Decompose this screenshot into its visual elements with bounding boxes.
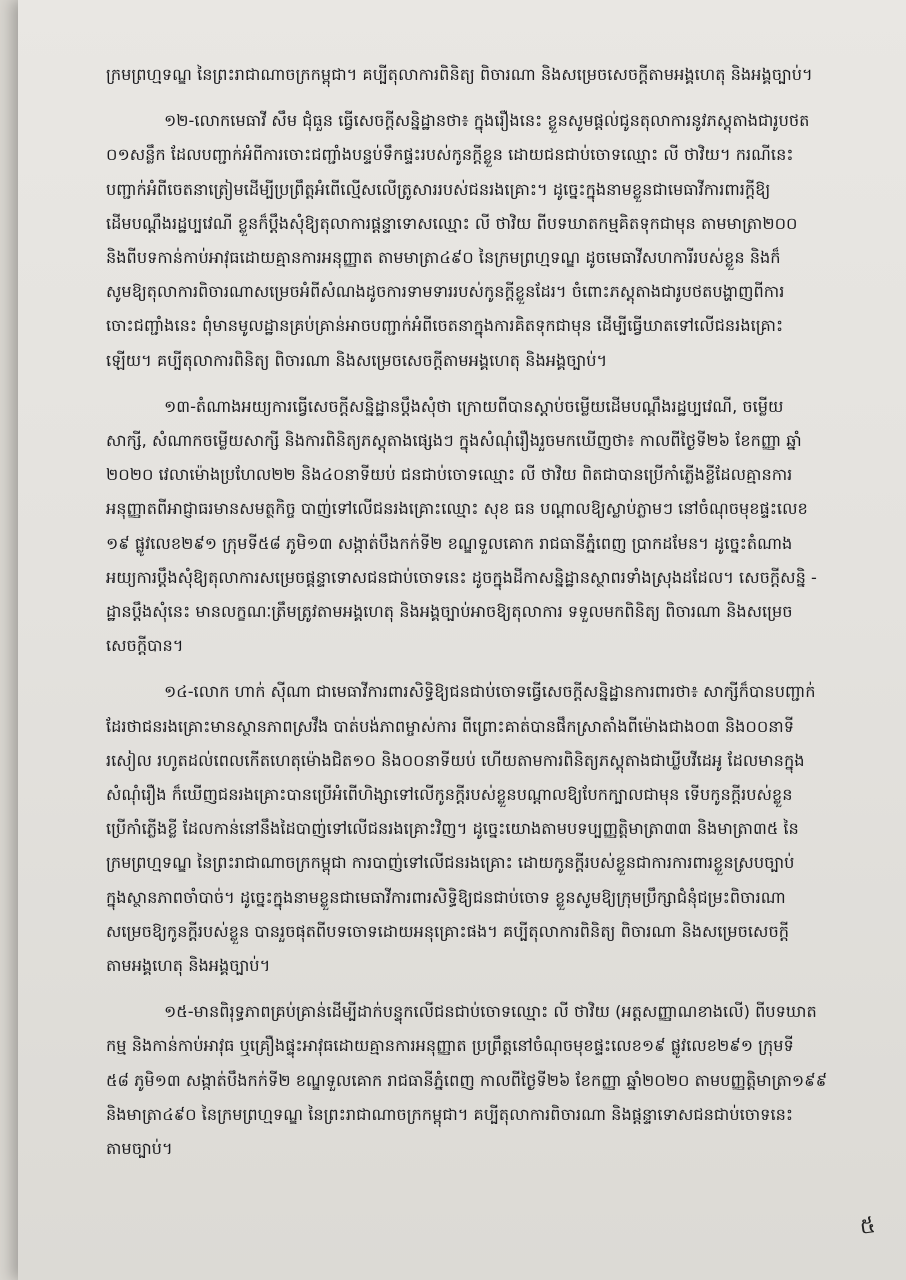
document-page xyxy=(18,0,906,1280)
text-line: ដើមបណ្តឹងរដ្ឋប្បវេណី ខ្លួនក៏ប្តឹងសុំឱ្យតុលាការផ្តន្ទាទោសឈ្មោះ លី ថាវិយ ពីបទឃាតកម្មគិតទុកជាមុន តាមមាត្រា២០០ xyxy=(106,213,798,233)
text-line: ០១សន្លឹក ដែលបញ្ជាក់អំពីការចោះជញ្ជាំងបន្ទប់ទឹកផ្ទះរបស់កូនក្តីខ្លួន ដោយជនជាប់ចោទឈ្មោះ លី ថាវិយ។ ករណីនេះ xyxy=(106,145,794,165)
text-line: រសៀល រហូតដល់ពេលកើតហេតុម៉ោងជិត១០ និង០០នាទីយប់ ហើយតាមការពិនិត្យភស្តុតាងជាឃ្លីបវីដេអូ ដែលមានក្នុង xyxy=(106,750,805,770)
text-line: ៥៨ ភូមិ១៣ សង្កាត់បឹងកក់ទី២ ខណ្ឌទួលគោក រាជធានីភ្នំពេញ កាលពីថ្ងៃទី២៦ ខែកញ្ញា ឆ្នាំ២០២០ តាមបញ្ញត្តិមាត្រា១៩៩ xyxy=(106,1070,828,1090)
text-line: ១២-លោកមេធាវី សឹម ជុំធួន ធ្វើសេចក្តីសន្និដ្ឋានថា៖ ក្នុងរឿងនេះ ខ្លួនសូមផ្តល់ជូនតុលាការនូវភស្តុតាងជារូបថត xyxy=(164,111,810,131)
text-line: ប្រើកាំភ្លើងខ្លី ដែលកាន់នៅនឹងដៃបាញ់ទៅលើជនរងគ្រោះវិញ។ ដូច្នេះយោងតាមបទប្បញ្ញត្តិមាត្រា៣៣ និងមាត្រា៣៥ នៃ xyxy=(106,819,799,839)
text-line: ដែរថាជនរងគ្រោះមានស្ថានភាពស្រវឹង បាត់បង់ភាពម្ចាស់ការ ពីព្រោះគាត់បានផឹកស្រាតាំងពីម៉ោងជាង០៣ និង០០នាទី xyxy=(106,716,794,736)
text-line: សូមឱ្យតុលាការពិចារណាសម្រេចអំពីសំណងដូចការទាមទាររបស់កូនក្តីខ្លួនដែរ។ ចំពោះភស្តុតាងជារូបថតបង្ហាញពីការ xyxy=(106,282,785,302)
text-line: ១៥-មានពិរុទ្ធភាពគ្រប់គ្រាន់ដើម្បីដាក់បន្ទុកលើជនជាប់ចោទឈ្មោះ លី ថាវិយ (អត្តសញ្ញាណខាងលើ) ពីបទឃាត xyxy=(164,1002,817,1022)
text-line: និងមាត្រា៤៩០ នៃក្រមព្រហ្មទណ្ឌ នៃព្រះរាជាណាចក្រកម្ពុជា។ គប្បីតុលាការពិចារណា និងផ្តន្ទាទោសជនជាប់ចោទនេះ xyxy=(106,1104,793,1124)
text-line: ២០២០ វេលាម៉ោងប្រហែល២២ និង៤០នាទីយប់ ជនជាប់ចោទឈ្មោះ លី ថាវិយ ពិតជាបានប្រើកាំភ្លើងខ្លីដែលគ្មានការ xyxy=(106,465,793,485)
text-line: ១៤-លោក ហាក់ ស៊ីណា ជាមេធាវីការពារសិទ្ធិឱ្យជនជាប់ចោទធ្វើសេចក្តីសន្និដ្ឋានការពារថា៖ សាក្សីក៏បានបញ្ជាក់ xyxy=(164,682,816,702)
text-line: ចោះជញ្ជាំងនេះ ពុំមានមូលដ្ឋានគ្រប់គ្រាន់អាចបញ្ជាក់អំពីចេតនាក្នុងការគិតទុកជាមុន ដើម្បីធ្វើឃាតទៅលើជនរងគ្រោះ xyxy=(106,316,784,336)
text-line: សេចក្តីបាន។ xyxy=(106,636,184,656)
paragraph-p13 xyxy=(106,390,884,664)
text-line: ១៣-តំណាងអយ្យការធ្វើសេចក្តីសន្និដ្ឋានប្តឹងសុំថា ក្រោយពីបានស្តាប់ចម្លើយដើមបណ្តឹងរដ្ឋប្បវេណី, ចម្លើយ xyxy=(164,396,784,416)
text-line: ក្រមព្រហ្មទណ្ឌ នៃព្រះរាជាណាចក្រកម្ពុជា។ គប្បីតុលាការពិនិត្យ ពិចារណា និងសម្រេចសេចក្តីតាមអង្គហេតុ និងអង្គច្បាប់។ xyxy=(106,65,813,84)
text-line: សំណុំរឿង ក៏ឃើញជនរងគ្រោះបានប្រើអំពើហិង្សាទៅលើកូនក្តីរបស់ខ្លួនបណ្តាលឱ្យបែកក្បាលជាមុន ទើបកូនក្តីរបស់ខ្លួន xyxy=(106,785,793,805)
text-line: បញ្ជាក់អំពីចេតនាត្រៀមដើម្បីប្រព្រឹត្តអំពើល្មើសលើត្រូសាររបស់ជនរងគ្រោះ។ ដូច្នេះក្នុងនាមខ្លួនជាមេធាវីការពារក្តីឱ្យ xyxy=(106,179,771,199)
paragraph-p12 xyxy=(106,104,884,378)
text-line: ឡើយ។ គប្បីតុលាការពិនិត្យ ពិចារណា និងសម្រេចសេចក្តីតាមអង្គហេតុ និងអង្គច្បាប់។ xyxy=(106,350,608,370)
text-line: សាក្សី, សំណាកចម្លើយសាក្សី និងការពិនិត្យភស្តុតាងផ្សេងៗ ក្នុងសំណុំរឿងរួចមកឃើញថា៖ កាលពីថ្ងៃទី២៦ ខែកញ្ញា ឆ្នាំ xyxy=(106,431,802,451)
text-line: និងពីបទកាន់កាប់អាវុធដោយគ្មានការអនុញ្ញាត តាមមាត្រា៤៩០ នៃក្រមព្រហ្មទណ្ឌ ដូចមេធាវីសហការីរបស់ខ្លួន និងក៏ xyxy=(106,248,781,268)
paragraph-p0 xyxy=(106,58,884,92)
text-line: អយ្យការប្តឹងសុំឱ្យតុលាការសម្រេចផ្តន្ទាទោសជនជាប់ចោទនេះ ដូចក្នុងដីកាសន្និដ្ឋានស្ថាពរទាំងស្រុងដដែល។ សេចក្តីសន្និ - xyxy=(106,567,817,587)
text-line: ក្រមព្រហ្មទណ្ឌ នៃព្រះរាជាណាចក្រកម្ពុជា ការបាញ់ទៅលើជនរងគ្រោះ ដោយកូនក្តីរបស់ខ្លួនជាការការពារខ្លួនស្របច្បាប់ xyxy=(106,853,795,873)
text-line: តាមច្បាប់។ xyxy=(106,1139,173,1159)
text-line: ១៩ ផ្លូវលេខ២៩១ ក្រុមទី៥៨ ភូមិ១៣ សង្កាត់បឹងកក់ទី២ ខណ្ឌទួលគោក រាជធានីភ្នំពេញ ប្រាកដមែន។ ដូច្នេះតំណាង xyxy=(106,533,793,553)
text-line: សម្រេចឱ្យកូនក្តីរបស់ខ្លួន បានរួចផុតពីបទចោទដោយអនុគ្រោះផង។ គប្បីតុលាការពិនិត្យ ពិចារណា និងសម្រេចសេចក្តី xyxy=(106,921,790,941)
text-line: អនុញ្ញាតពីអាជ្ញាធរមានសមត្ថកិច្ច បាញ់ទៅលើជនរងគ្រោះឈ្មោះ សុខ ធន បណ្តាលឱ្យស្លាប់ភ្លាមៗ នៅចំណុចមុខផ្ទះលេខ xyxy=(106,499,808,519)
page-number: ៥ xyxy=(858,1213,878,1240)
paragraph-p15 xyxy=(106,995,884,1166)
text-line: ក្នុងស្ថានភាពចាំបាច់។ ដូច្នេះក្នុងនាមខ្លួនជាមេធាវីការពារសិទ្ធិឱ្យជនជាប់ចោទ ខ្លួនសូមឱ្យក្រុមប្រឹក្សាជំនុំជម្រះពិចារណា xyxy=(106,887,786,907)
text-line: កម្ម និងកាន់កាប់អាវុធ ឬគ្រឿងផ្ទុះអាវុធដោយគ្មានការអនុញ្ញាត ប្រព្រឹត្តនៅចំណុចមុខផ្ទះលេខ១៩ ផ្លូវលេខ២៩១ ក្រុមទី xyxy=(106,1036,794,1056)
text-line: ដ្ឋានប្តឹងសុំនេះ មានលក្ខណៈត្រឹមត្រូវតាមអង្គហេតុ និងអង្គច្បាប់អាចឱ្យតុលាការ ទទួលមកពិនិត្យ ពិចារណា និងសម្រេច xyxy=(106,602,793,622)
text-line: តាមអង្គហេតុ និងអង្គច្បាប់។ xyxy=(106,956,271,976)
paragraph-p14 xyxy=(106,675,884,983)
document-body xyxy=(106,58,884,1178)
